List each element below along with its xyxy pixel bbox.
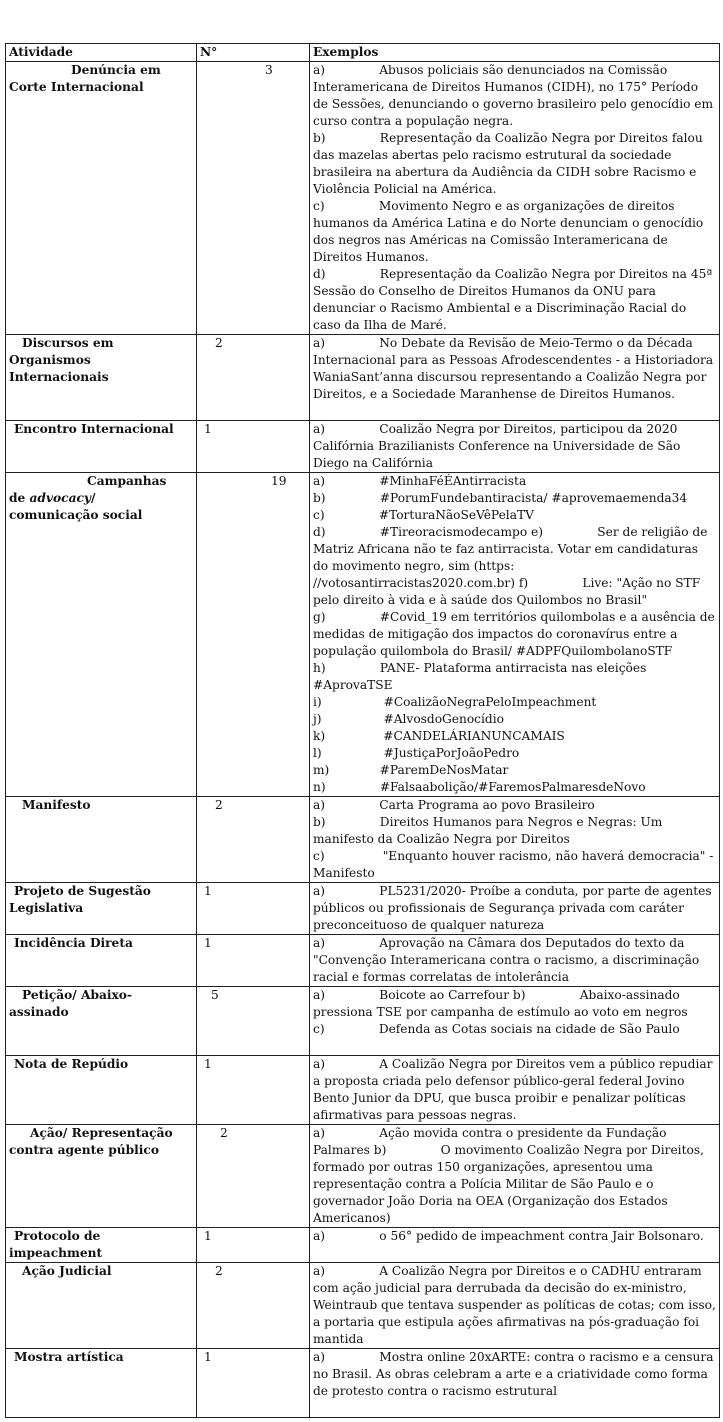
activity-name: Corte Internacional bbox=[9, 80, 144, 94]
activity-cell bbox=[6, 935, 197, 987]
activity-count: 1 bbox=[204, 1057, 212, 1071]
examples-cell bbox=[310, 1125, 720, 1228]
example-item: a) No Debate da Revisão de Meio-Termo o da Década Internacional para as Pessoas Afrodescendentes - a Historiadora WaniaSant’anna discursou representando a Coalizão Negra por Direitos, e a Sociedade Maranhense de Direitos Humanos. bbox=[313, 336, 714, 401]
count-cell bbox=[197, 935, 310, 987]
activity-name: comunicação social bbox=[9, 508, 143, 522]
activity-name: Projeto de Sugestão bbox=[14, 884, 151, 898]
activity-count: 2 bbox=[215, 1264, 223, 1278]
example-item: d) Representação da Coalizão Negra por Direitos na 45ª Sessão do Conselho de Direitos Humanos da ONU para denunciar o Racismo Ambiental e a Discriminação Racial do caso da Ilha de Maré. bbox=[313, 267, 713, 332]
activity-name: Mostra artística bbox=[14, 1350, 124, 1364]
header-row bbox=[6, 44, 720, 62]
examples-cell bbox=[310, 335, 720, 421]
activity-name: Incidência Direta bbox=[14, 936, 133, 950]
activity-count: 19 bbox=[271, 474, 287, 488]
activity-cell bbox=[6, 1125, 197, 1228]
example-item: i) #CoalizãoNegraPeloImpeachment bbox=[313, 695, 597, 709]
example-item: a) A Coalizão Negra por Direitos vem a público repudiar a proposta criada pelo defensor público-geral federal Jovino Bento Junior da DPU, que busca proibir e penalizar políticas afirmativas para pessoas negras. bbox=[313, 1057, 713, 1122]
activity-name: Campanhas bbox=[87, 474, 167, 488]
table-row bbox=[6, 62, 720, 335]
activity-cell bbox=[6, 1349, 197, 1418]
example-item: a) Ação movida contra o presidente da Fundação Palmares b) O movimento Coalizão Negra por Direitos, formado por outras 150 organizações, apresentou uma representação contra a Polícia Militar de São Paulo e o governador João Doria na OEA (Organização dos Estados Americanos) bbox=[313, 1126, 704, 1225]
activity-cell bbox=[6, 421, 197, 473]
examples-cell bbox=[310, 473, 720, 797]
activity-name: assinado bbox=[9, 1005, 69, 1019]
activity-count: 1 bbox=[204, 884, 212, 898]
activity-name: Ação/ Representação bbox=[30, 1126, 173, 1140]
example-item: m) #ParemDeNosMatar bbox=[313, 763, 509, 777]
activity-name: Nota de Repúdio bbox=[14, 1057, 129, 1071]
activity-count: 2 bbox=[215, 336, 223, 350]
example-item: a) Carta Programa ao povo Brasileiro bbox=[313, 798, 595, 812]
activity-count: 1 bbox=[204, 1350, 212, 1364]
count-cell bbox=[197, 987, 310, 1056]
activity-name: contra agente público bbox=[9, 1143, 159, 1157]
activity-cell bbox=[6, 883, 197, 935]
activity-count: 1 bbox=[204, 936, 212, 950]
table-row bbox=[6, 1056, 720, 1125]
table-row bbox=[6, 1349, 720, 1418]
examples-cell bbox=[310, 1349, 720, 1418]
table-row bbox=[6, 987, 720, 1056]
activity-name: Denúncia em bbox=[71, 63, 161, 77]
count-cell bbox=[197, 883, 310, 935]
count-cell bbox=[197, 1056, 310, 1125]
example-item: a) #MinhaFéÉAntirracista bbox=[313, 474, 527, 488]
example-item: b) #PorumFundebantiracista/ #aprovemaemenda34 c) #TorturaNãoSeVêPelaTV d) #Tireoracismodecampo e) Ser de religião de Matriz Africana não te faz antirracista. Votar em candidaturas do movimento negro, sim (https: //votosantirracistas2020.com.br) f) Live: "Ação no STF pelo direito à vida e à saúde dos Quilombos no Brasil" g) #Covid_19 em territórios quilombolas e a ausência de medidas de mitigação dos impactos do coronavírus entre a população quilombola do Brasil/ #ADPFQuilombolanoSTF h) PANE- Plataforma antirracista nas eleições #AprovaTSE bbox=[313, 491, 715, 692]
activity-name: de advocacy/ bbox=[9, 491, 96, 505]
example-item: n) #Falsaabolição/#FaremosPalmaresdeNovo bbox=[313, 780, 646, 794]
table-row bbox=[6, 473, 720, 797]
activity-name: Manifesto bbox=[22, 798, 91, 812]
example-item: j) #AlvosdoGenocídio bbox=[313, 712, 504, 726]
count-cell bbox=[197, 1263, 310, 1349]
table-row bbox=[6, 1228, 720, 1263]
example-item: a) Mostra online 20xARTE: contra o racismo e a censura no Brasil. As obras celebram a arte e a criatividade como forma de protesto contra o racismo estrutural bbox=[313, 1350, 714, 1398]
example-item: c) "Enquanto houver racismo, não haverá democracia" - Manifesto bbox=[313, 849, 714, 880]
table-row bbox=[6, 797, 720, 883]
count-cell bbox=[197, 1125, 310, 1228]
activities-table bbox=[5, 43, 720, 1418]
count-cell bbox=[197, 421, 310, 473]
count-cell bbox=[197, 335, 310, 421]
activity-count: 3 bbox=[265, 63, 273, 77]
example-item: a) Coalizão Negra por Direitos, participou da 2020 Califórnia Brazilianists Conference na Universidade de São Diego na Califórnia bbox=[313, 422, 681, 470]
example-item: a) Boicote ao Carrefour b) Abaixo-assinado pressiona TSE por campanha de estímulo ao voto em negros c) Defenda as Cotas sociais na cidade de São Paulo bbox=[313, 988, 688, 1036]
activity-name: Petição/ Abaixo- bbox=[22, 988, 132, 1002]
examples-cell bbox=[310, 935, 720, 987]
examples-cell bbox=[310, 1228, 720, 1263]
example-item: a) Abusos policiais são denunciados na Comissão Interamericana de Direitos Humanos (CIDH), no 175° Período de Sessões, denunciando o governo brasileiro pelo genocídio em curso contra a população negra. bbox=[313, 63, 714, 128]
activity-name: Ação Judicial bbox=[22, 1264, 112, 1278]
activity-count: 2 bbox=[215, 798, 223, 812]
example-item: b) Representação da Coalizão Negra por Direitos falou das mazelas abertas pelo racismo estrutural da sociedade brasileira na abertura da Audiência da CIDH sobre Racismo e Violência Policial na América. bbox=[313, 131, 703, 196]
count-cell bbox=[197, 473, 310, 797]
count-cell bbox=[197, 1349, 310, 1418]
table-row bbox=[6, 935, 720, 987]
activity-name: Legislativa bbox=[9, 901, 84, 915]
examples-cell bbox=[310, 1056, 720, 1125]
header-activity: Atividade bbox=[6, 44, 197, 62]
examples-cell bbox=[310, 421, 720, 473]
example-item: a) A Coalizão Negra por Direitos e o CADHU entraram com ação judicial para derrubada da decisão do ex-ministro, Weintraub que tentava suspender as políticas de cotas; com isso, a portaria que estipula ações afirmativas na pós-graduação foi mantida bbox=[313, 1264, 716, 1346]
activity-name: impeachment bbox=[9, 1246, 103, 1260]
activity-count: 2 bbox=[220, 1126, 228, 1140]
activity-cell bbox=[6, 62, 197, 335]
header-examples: Exemplos bbox=[310, 44, 720, 62]
activity-cell bbox=[6, 797, 197, 883]
table-row bbox=[6, 1125, 720, 1228]
examples-cell bbox=[310, 62, 720, 335]
examples-cell bbox=[310, 1263, 720, 1349]
table-row bbox=[6, 421, 720, 473]
example-item: a) o 56° pedido de impeachment contra Jair Bolsonaro. bbox=[313, 1229, 704, 1243]
activity-name: Encontro Internacional bbox=[14, 422, 174, 436]
activity-name: Organismos bbox=[9, 353, 91, 367]
examples-cell bbox=[310, 883, 720, 935]
activity-cell bbox=[6, 473, 197, 797]
header-count: N° bbox=[197, 44, 310, 62]
count-cell bbox=[197, 62, 310, 335]
example-item: a) Aprovação na Câmara dos Deputados do texto da "Convenção Interamericana contra o racismo, a discriminação racial e formas correlatas de intolerância bbox=[313, 936, 700, 984]
table-row bbox=[6, 335, 720, 421]
example-item: l) #JustiçaPorJoãoPedro bbox=[313, 746, 520, 760]
example-item: b) Direitos Humanos para Negros e Negras: Um manifesto da Coalizão Negra por Direitos bbox=[313, 815, 663, 846]
example-item: a) PL5231/2020- Proíbe a conduta, por parte de agentes públicos ou profissionais de Segurança privada com caráter preconceituoso de qualquer natureza bbox=[313, 884, 712, 932]
examples-cell bbox=[310, 797, 720, 883]
table-row bbox=[6, 1263, 720, 1349]
activity-cell bbox=[6, 987, 197, 1056]
example-item: k) #CANDELÁRIANUNCAMAIS bbox=[313, 729, 565, 743]
count-cell bbox=[197, 1228, 310, 1263]
activity-cell bbox=[6, 1263, 197, 1349]
activity-count: 5 bbox=[211, 988, 219, 1002]
examples-cell bbox=[310, 987, 720, 1056]
activity-cell bbox=[6, 1056, 197, 1125]
activity-cell bbox=[6, 1228, 197, 1263]
activity-name: Internacionais bbox=[9, 370, 109, 384]
table-row bbox=[6, 883, 720, 935]
activity-count: 1 bbox=[204, 1229, 212, 1243]
count-cell bbox=[197, 797, 310, 883]
example-item: c) Movimento Negro e as organizações de direitos humanos da América Latina e do Norte denunciam o genocídio dos negros nas Américas na Comissão Interamericana de Direitos Humanos. bbox=[313, 199, 704, 264]
activity-name: Discursos em bbox=[22, 336, 114, 350]
activity-count: 1 bbox=[204, 422, 212, 436]
activity-name: Protocolo de bbox=[14, 1229, 101, 1243]
activity-cell bbox=[6, 335, 197, 421]
